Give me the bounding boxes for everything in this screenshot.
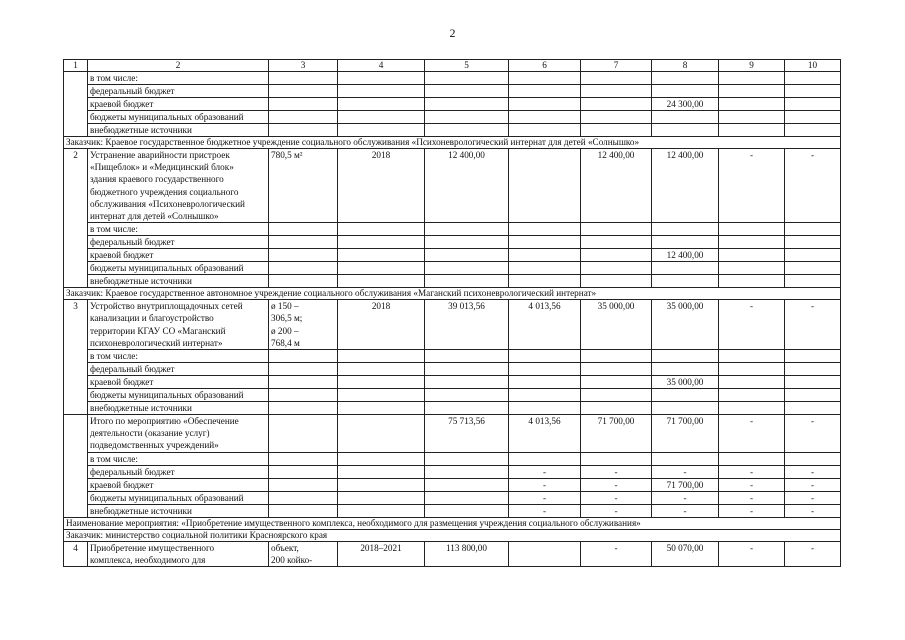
- customer-row: [64, 288, 841, 300]
- row-label: бюджеты муниципальных образований: [88, 389, 269, 402]
- row-label: внебюджетные источники: [88, 402, 269, 415]
- row-label: краевой бюджет: [88, 478, 269, 491]
- value-cell: 75 713,56: [425, 415, 509, 453]
- row-label: внебюджетные источники: [88, 504, 269, 517]
- header-cell: 4: [338, 60, 425, 72]
- row-label: федеральный бюджет: [88, 236, 269, 249]
- value-cell: -: [719, 504, 785, 517]
- value-cell: -: [785, 415, 841, 453]
- row-label: краевой бюджет: [88, 98, 269, 111]
- customer-label: Заказчик: министерство социальной политики Красноярского края: [64, 529, 841, 541]
- item-description: Приобретение имущественного комплекса, необходимого для: [88, 541, 269, 566]
- value-cell: -: [581, 465, 652, 478]
- table-row: [64, 124, 841, 137]
- header-cell: 3: [269, 60, 338, 72]
- page-number: 2: [449, 26, 456, 40]
- table-row: [64, 350, 841, 363]
- value-cell: [509, 149, 581, 223]
- item-description: Устройство внутриплощадочных сетей канализации и благоустройство территории КГАУ СО «Маганский психоневрологический интернат»: [88, 300, 269, 350]
- value-cell: -: [785, 541, 841, 566]
- table-row: [64, 236, 841, 249]
- row-label: федеральный бюджет: [88, 465, 269, 478]
- value-cell: -: [719, 465, 785, 478]
- value-cell: -: [581, 491, 652, 504]
- row-label: в том числе:: [88, 223, 269, 236]
- value-cell: -: [509, 504, 581, 517]
- value-cell: 12 400,00: [652, 149, 719, 223]
- value-cell: -: [509, 491, 581, 504]
- value-cell: -: [509, 465, 581, 478]
- row-number: 3: [64, 300, 88, 415]
- header-cell: 7: [581, 60, 652, 72]
- item-description: Устранение аварийности пристроек «Пищеблок» и «Медицинский блок» здания краевого государственного бюджетного учреждения социального обслуживания «Психоневрологический интернат для детей «Солнышко»: [88, 149, 269, 223]
- value-cell: -: [719, 415, 785, 453]
- table-row: [64, 376, 841, 389]
- value-cell: 12 400,00: [581, 149, 652, 223]
- value-cell: -: [785, 504, 841, 517]
- year-cell: 2018–2021: [338, 541, 425, 566]
- row-number: 2: [64, 149, 88, 288]
- table-row: [64, 249, 841, 262]
- value-cell: -: [581, 541, 652, 566]
- row-label: в том числе:: [88, 350, 269, 363]
- total-description: Итого по мероприятию «Обеспечение деятельности (оказание услуг) подведомственных учреждений»: [88, 415, 269, 453]
- capacity-cell: 780,5 м²: [269, 149, 338, 223]
- value-cell: 35 000,00: [581, 300, 652, 350]
- value-cell: -: [719, 541, 785, 566]
- value-cell: -: [581, 478, 652, 491]
- customer-row: [64, 137, 841, 149]
- value-cell: -: [719, 491, 785, 504]
- table-row: [64, 402, 841, 415]
- table-row: [64, 149, 841, 223]
- header-cell: 6: [509, 60, 581, 72]
- header-row: [64, 60, 841, 72]
- value-cell: -: [785, 300, 841, 350]
- row-label: федеральный бюджет: [88, 363, 269, 376]
- event-row: [64, 517, 841, 529]
- budget-table: [63, 59, 841, 567]
- value-cell: 4 013,56: [509, 415, 581, 453]
- header-cell: 5: [425, 60, 509, 72]
- table-row: [64, 300, 841, 350]
- value-cell: -: [652, 491, 719, 504]
- header-cell: 2: [88, 60, 269, 72]
- row-label: в том числе:: [88, 72, 269, 85]
- year-cell: 2018: [338, 149, 425, 223]
- value-cell: 12 400,00: [425, 149, 509, 223]
- value-cell: -: [785, 478, 841, 491]
- value-cell: 24 300,00: [652, 98, 719, 111]
- table-row: [64, 275, 841, 288]
- row-label: в том числе:: [88, 452, 269, 465]
- customer-label: Заказчик: Краевое государственное бюджетное учреждение социального обслуживания «Психоневрологический интернат для детей «Солнышко»: [64, 137, 841, 149]
- value-cell: 12 400,00: [652, 249, 719, 262]
- capacity-cell: ø 150 – 306,5 м; ø 200 – 768,4 м: [269, 300, 338, 350]
- value-cell: -: [785, 465, 841, 478]
- value-cell: 71 700,00: [652, 415, 719, 453]
- header-cell: 1: [64, 60, 88, 72]
- value-cell: 4 013,56: [509, 300, 581, 350]
- value-cell: 39 013,56: [425, 300, 509, 350]
- event-name: Наименование мероприятия: «Приобретение имущественного комплекса, необходимого для размещения учреждения социального обслуживания»: [64, 517, 841, 529]
- row-label: внебюджетные источники: [88, 275, 269, 288]
- value-cell: 113 800,00: [425, 541, 509, 566]
- table-row: [64, 262, 841, 275]
- table-row: [64, 72, 841, 85]
- value-cell: -: [719, 300, 785, 350]
- row-label: бюджеты муниципальных образований: [88, 111, 269, 124]
- table-row: [64, 223, 841, 236]
- header-cell: 9: [719, 60, 785, 72]
- value-cell: 35 000,00: [652, 300, 719, 350]
- total-row: [64, 415, 841, 453]
- row-label: внебюджетные источники: [88, 124, 269, 137]
- table-row: [64, 504, 841, 517]
- table-row: [64, 363, 841, 376]
- table-row: [64, 465, 841, 478]
- table-row: [64, 98, 841, 111]
- value-cell: 35 000,00: [652, 376, 719, 389]
- value-cell: [509, 541, 581, 566]
- row-label: краевой бюджет: [88, 376, 269, 389]
- row-label: федеральный бюджет: [88, 85, 269, 98]
- row-number: 4: [64, 541, 88, 566]
- table-row: [64, 389, 841, 402]
- value-cell: -: [652, 504, 719, 517]
- table-row: [64, 111, 841, 124]
- value-cell: -: [652, 465, 719, 478]
- row-label: бюджеты муниципальных образований: [88, 262, 269, 275]
- table-row: [64, 85, 841, 98]
- row-label: бюджеты муниципальных образований: [88, 491, 269, 504]
- table-row: [64, 541, 841, 566]
- value-cell: 71 700,00: [581, 415, 652, 453]
- value-cell: -: [719, 149, 785, 223]
- capacity-cell: объект, 200 койко-: [269, 541, 338, 566]
- value-cell: -: [719, 478, 785, 491]
- value-cell: -: [509, 478, 581, 491]
- table-row: [64, 478, 841, 491]
- year-cell: 2018: [338, 300, 425, 350]
- header-cell: 8: [652, 60, 719, 72]
- value-cell: 71 700,00: [652, 478, 719, 491]
- value-cell: 50 070,00: [652, 541, 719, 566]
- row-label: краевой бюджет: [88, 249, 269, 262]
- table-row: [64, 452, 841, 465]
- customer-row: [64, 529, 841, 541]
- value-cell: -: [581, 504, 652, 517]
- header-cell: 10: [785, 60, 841, 72]
- customer-label: Заказчик: Краевое государственное автономное учреждение социального обслуживания «Маганский психоневрологический интернат»: [64, 288, 841, 300]
- value-cell: -: [785, 149, 841, 223]
- table-row: [64, 491, 841, 504]
- value-cell: -: [785, 491, 841, 504]
